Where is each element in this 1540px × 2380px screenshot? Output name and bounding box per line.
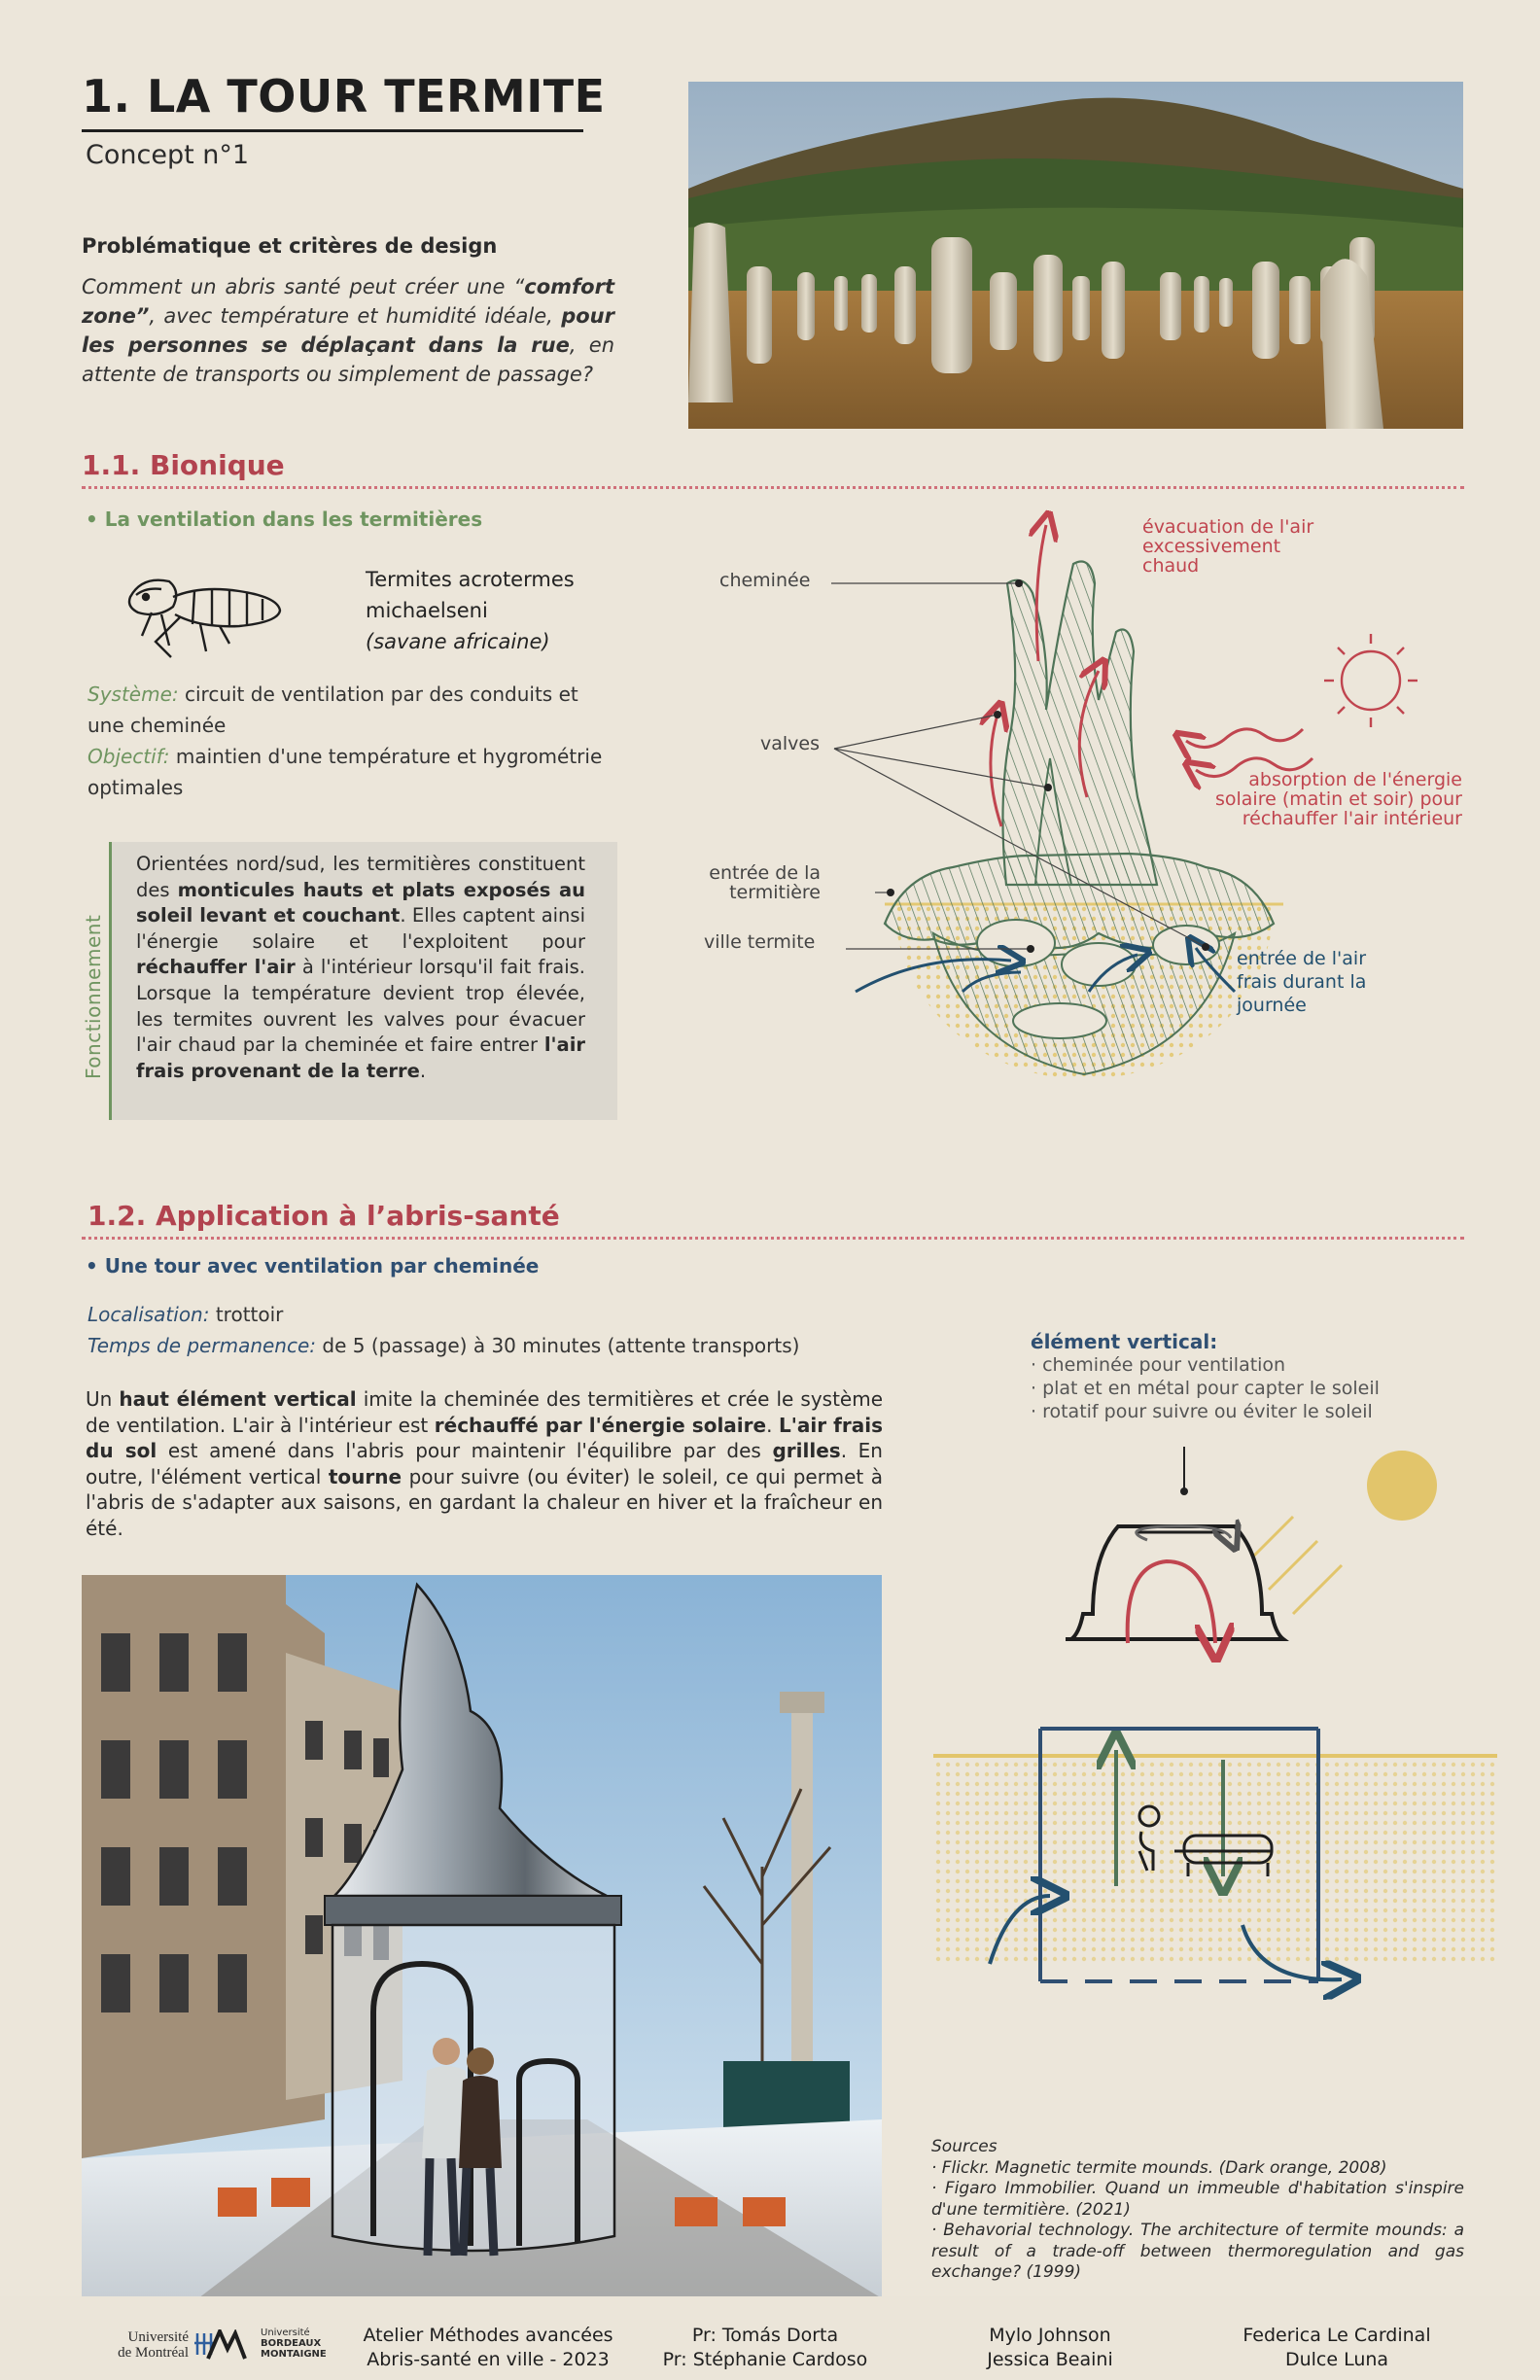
box-text-bold: l'air frais provenant de la terre (136, 1033, 585, 1082)
label-frais-line: frais durant la (1237, 971, 1367, 993)
footer-students-2 (1206, 2324, 1468, 2372)
udem-logo (89, 2329, 189, 2361)
source-item: · Figaro Immobilier. Quand un immeuble d'habitation s'inspire d'une termitière. (2021) (931, 2179, 1464, 2220)
label-evacuation (1142, 517, 1313, 576)
problem-text-part: , en attente de transports ou simplement de passage? (82, 333, 614, 386)
footer-student: Jessica Beaini (987, 2349, 1113, 2370)
label-absorption (1128, 770, 1462, 828)
vertical-element-list (1031, 1330, 1380, 1423)
problem-text-part: Comment un abris santé peut créer une “ (82, 275, 525, 298)
para-bold: grilles (772, 1439, 841, 1462)
label-abs-line: solaire (matin et soir) pour (1214, 788, 1462, 810)
para-part: imite la cheminée des termitières et crée le système de ventilation. L'air à l'intérieur est (86, 1387, 884, 1437)
objective-text: maintien d'une température et hygrométrie optimales (88, 745, 603, 799)
label-evac-line: évacuation de l'air (1142, 516, 1314, 538)
localisation-value: trottoir (209, 1303, 284, 1326)
footer-student: Federica Le Cardinal (1242, 2325, 1431, 2346)
para-bold: réchauffé par l'énergie solaire (434, 1413, 767, 1437)
problem-heading: Problématique et critères de design (82, 234, 498, 258)
udem-logo-line: de Montréal (118, 2345, 189, 2361)
footer-professor: Pr: Stéphanie Cardoso (662, 2349, 868, 2370)
footer-atelier-line: Atelier Méthodes avancées (363, 2325, 613, 2346)
system-label: Système: (88, 682, 179, 706)
label-abs-line: absorption de l'énergie (1248, 769, 1462, 790)
label-evac-line: chaud (1142, 555, 1200, 577)
sources-title: Sources (931, 2137, 998, 2156)
box-text-part: Orientées nord/sud, les termitières constituent des (136, 853, 585, 901)
problem-text (82, 272, 614, 389)
bordeaux-montaigne-logo (261, 2328, 327, 2360)
para-bold: L'air frais du sol (86, 1413, 884, 1462)
vertical-element-item: · cheminée pour ventilation (1031, 1354, 1286, 1376)
bordeaux-montaigne-logo-icon (206, 2329, 247, 2361)
label-valves: valves (760, 733, 820, 754)
box-text-bold: réchauffer l'air (136, 956, 296, 979)
problem-text-part: , avec température et humidité idéale, (149, 304, 562, 328)
section-title-application: 1.2. Application à l’abris-santé (88, 1200, 560, 1232)
box-text-part: . Elles captent ainsi l'énergie solaire et l'exploitent pour (136, 904, 585, 953)
para-bold: haut élément vertical (119, 1387, 357, 1411)
page-title: 1. LA TOUR TERMITE (82, 70, 606, 122)
bm-logo-line: MONTAIGNE (261, 2349, 327, 2360)
system-objective-text (88, 679, 612, 803)
footer-atelier-line: Abris-santé en ville - 2023 (367, 2349, 610, 2370)
vertical-element-item: · rotatif pour suivre ou éviter le soleil (1031, 1401, 1373, 1422)
para-bold: tourne (328, 1464, 402, 1488)
footer-student: Mylo Johnson (989, 2325, 1111, 2346)
termite-species-line: Termites acrotermes (366, 568, 575, 591)
application-paragraph (86, 1386, 883, 1541)
label-ville-termite: ville termite (704, 931, 816, 953)
section-title-bionique: 1.1. Bionique (82, 449, 285, 481)
footer-professor: Pr: Tomás Dorta (691, 2325, 839, 2346)
label-entree-termitiere (702, 863, 821, 902)
label-evac-line: excessivement (1142, 536, 1281, 557)
box-text-part: à l'intérieur lorsqu'il fait frais. Lorsque la température devient trop élevée, les termites ouvrent les valves pour évacuer l'air chaud par la cheminée et faire entrer (136, 956, 586, 1057)
problem-text-bold: pour les personnes se déplaçant dans la rue (82, 304, 614, 357)
label-frais-line: journée (1237, 995, 1307, 1016)
fonctionnement-text (136, 852, 585, 1084)
label-frais-line: entrée de l'air (1237, 948, 1367, 969)
termite-mounds-photo (688, 82, 1463, 429)
system-text: circuit de ventilation par des conduits et une cheminée (88, 682, 578, 737)
bm-logo-line: Université (261, 2328, 310, 2338)
fonctionnement-label: Fonctionnement (82, 914, 105, 1079)
termite-species (366, 564, 575, 657)
bullet-ventilation: • La ventilation dans les termitières (86, 508, 483, 531)
box-text-part: . (419, 1059, 427, 1082)
label-cheminee: cheminée (719, 570, 811, 591)
termite-habitat: (savane africaine) (366, 630, 550, 653)
para-part: . En outre, l'élément vertical (86, 1439, 883, 1488)
label-air-frais (1237, 947, 1366, 1017)
section-divider (82, 1237, 1464, 1240)
source-item: · Behavorial technology. The architecture of termite mounds: a result of a trade-off between thermoregulation and gas exchange? (1999) (931, 2221, 1464, 2282)
section-divider (82, 486, 1464, 489)
footer-student: Dulce Luna (1284, 2349, 1389, 2370)
footer-professors (644, 2324, 887, 2372)
box-text-bold: monticules hauts et plats exposés au soleil levant et couchant (136, 878, 586, 928)
shelter-ventilation-diagram (933, 1439, 1497, 2061)
vertical-element-item: · plat et en métal pour capter le soleil (1031, 1378, 1380, 1399)
para-part: pour suivre (ou éviter) le soleil, ce qui permet à l'abris de s'adapter aux saisons, en gardant la chaleur en hiver et la fraîcheur en été. (86, 1464, 883, 1540)
sources (931, 2137, 1464, 2284)
udem-logo-line: Université (127, 2329, 189, 2345)
para-part: est amené dans l'abris pour maintenir l'équilibre par des (157, 1439, 773, 1462)
termite-icon (122, 568, 288, 661)
para-part: . (766, 1413, 779, 1437)
time-value: de 5 (passage) à 30 minutes (attente transports) (316, 1334, 800, 1357)
vertical-element-title: élément vertical: (1031, 1330, 1218, 1353)
para-part: Un (86, 1387, 120, 1411)
bullet-tour: • Une tour avec ventilation par cheminée (86, 1254, 540, 1278)
termite-species-line: michaelseni (366, 599, 488, 622)
bm-logo-line: BORDEAUX (261, 2338, 322, 2349)
localisation-text (88, 1299, 799, 1361)
label-abs-line: réchauffer l'air intérieur (1242, 808, 1462, 829)
label-entree-line: termitière (729, 882, 821, 903)
shelter-street-render (82, 1575, 882, 2298)
footer-atelier (342, 2324, 634, 2372)
page-subtitle: Concept n°1 (86, 140, 250, 170)
time-label: Temps de permanence: (88, 1334, 317, 1357)
localisation-label: Localisation: (88, 1303, 210, 1326)
objective-label: Objectif: (88, 745, 170, 768)
title-underline (82, 129, 583, 132)
label-entree-line: entrée de la (709, 862, 821, 884)
footer-students-1 (943, 2324, 1157, 2372)
source-item: · Flickr. Magnetic termite mounds. (Dark orange, 2008) (931, 2157, 1387, 2178)
problem-text-bold: comfort zone” (82, 275, 614, 328)
